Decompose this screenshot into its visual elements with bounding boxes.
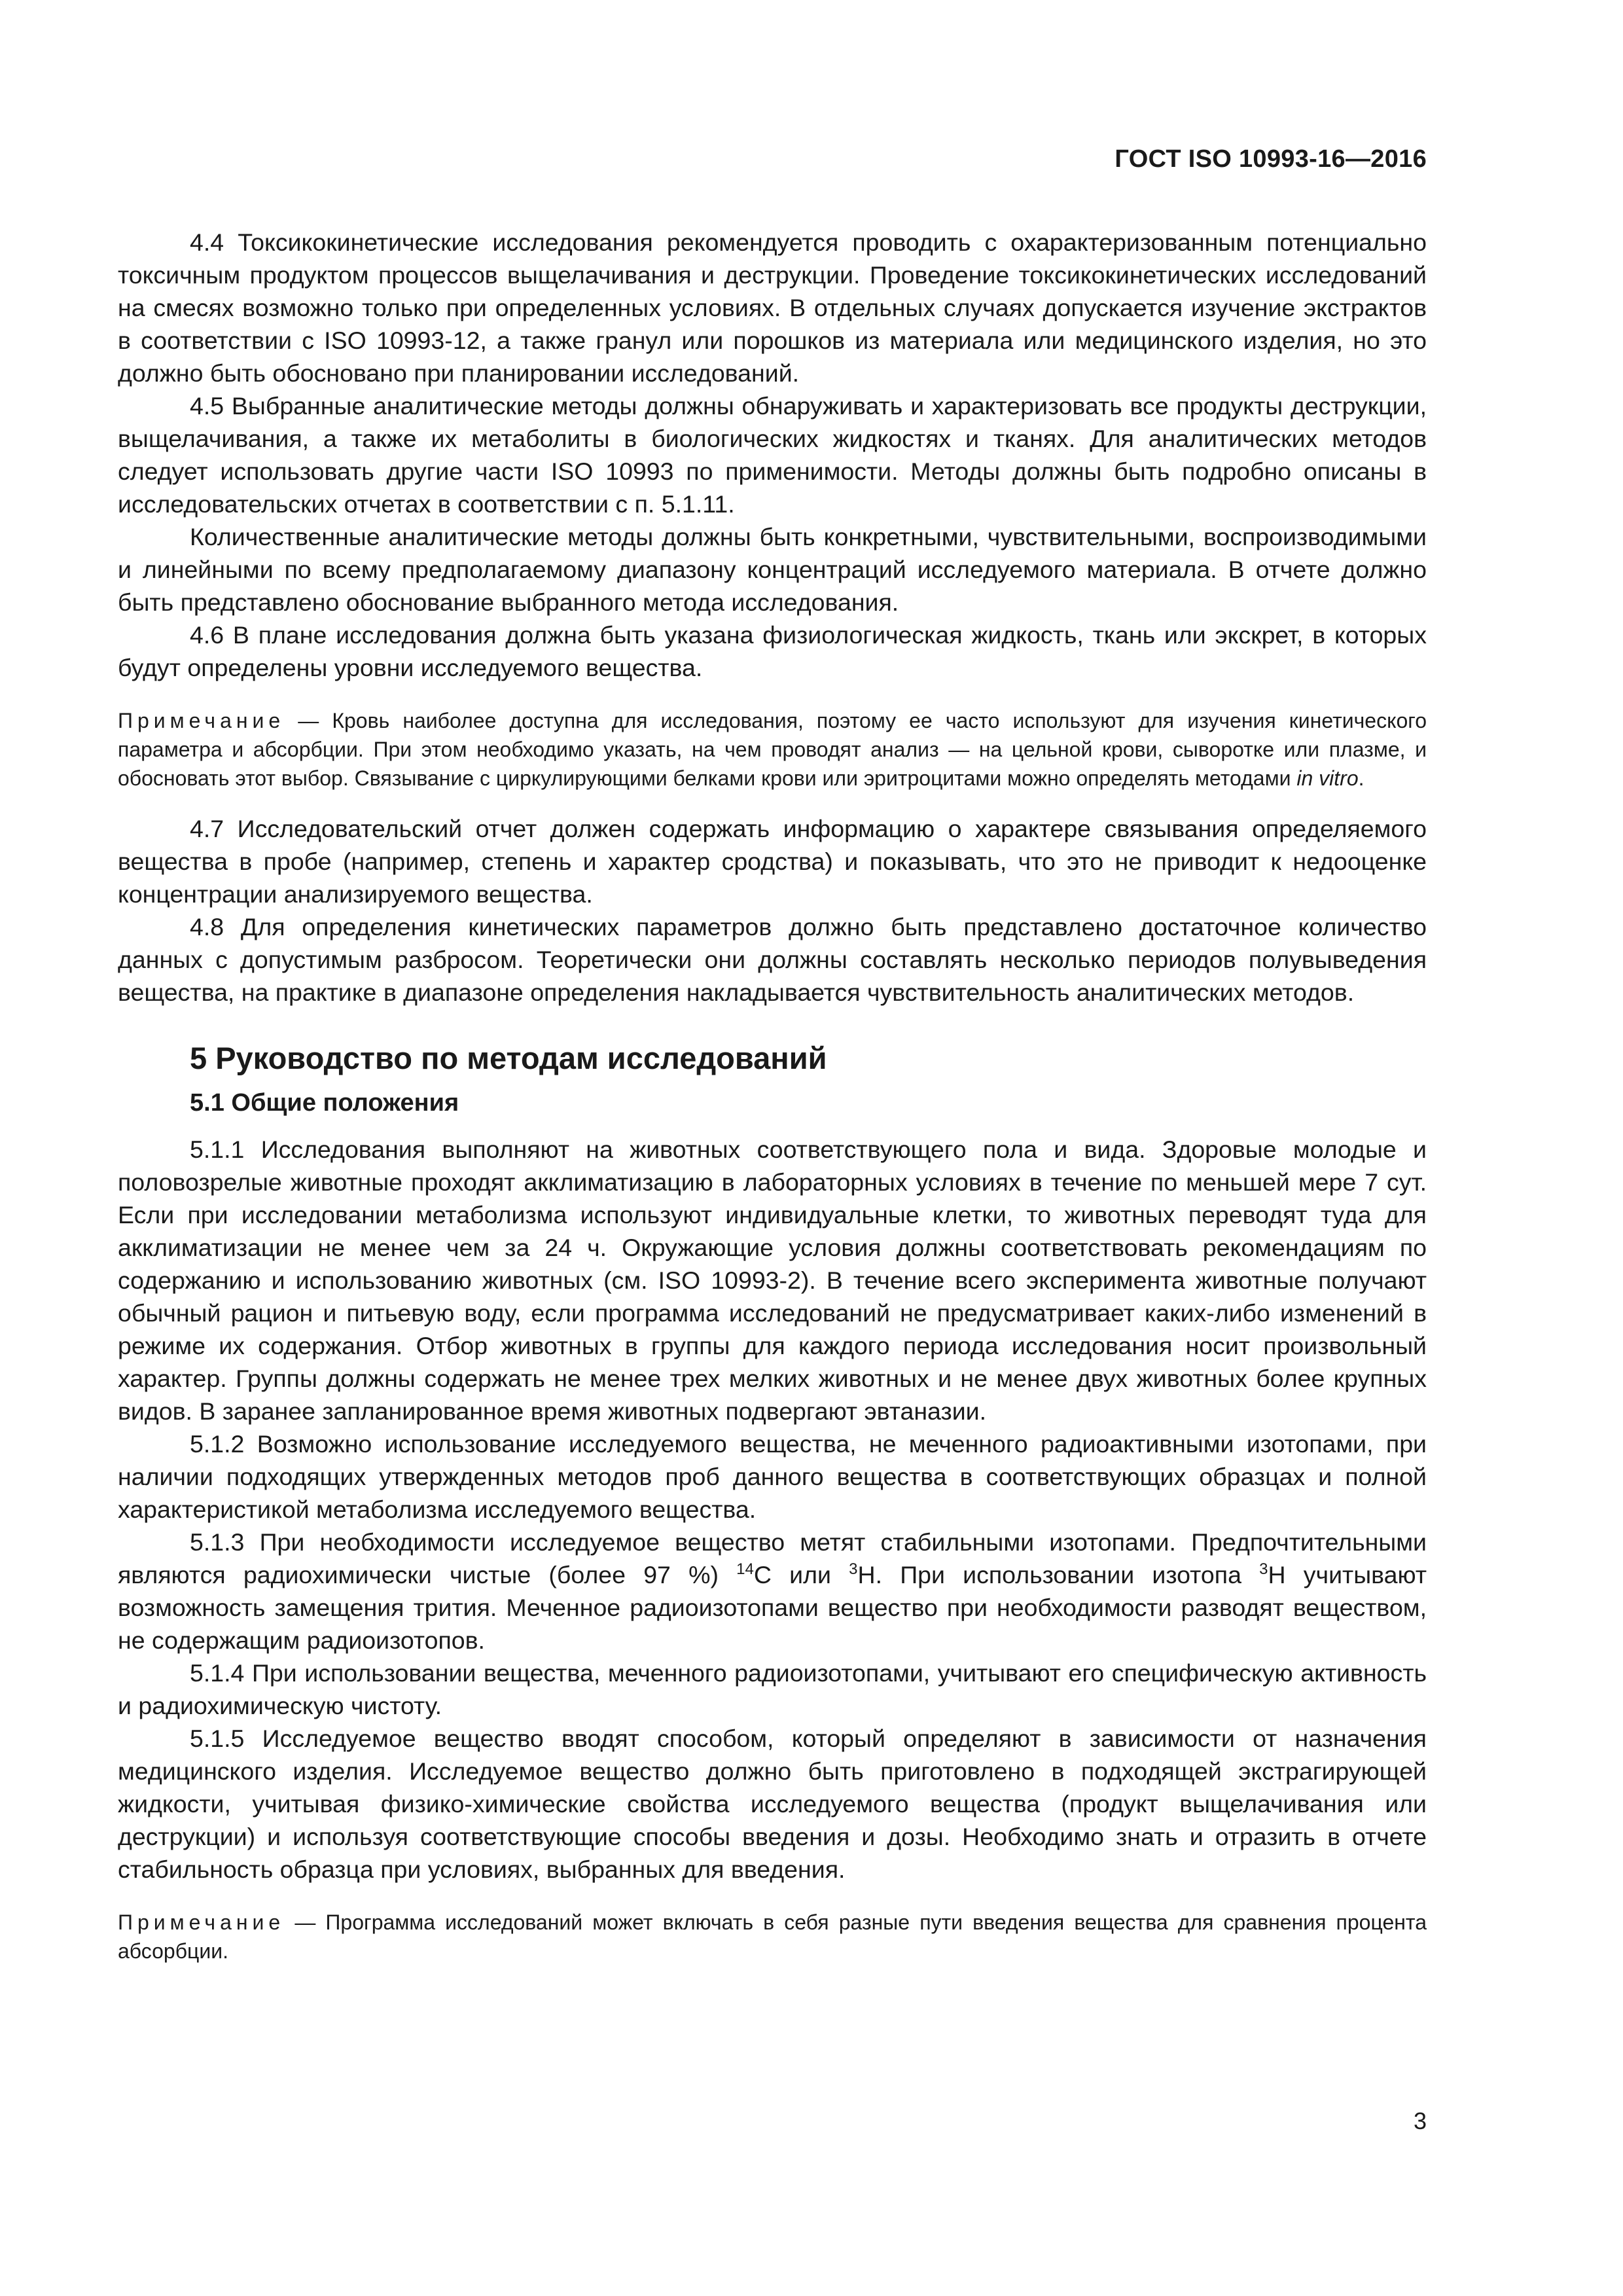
paragraph-5-1-2: 5.1.2 Возможно использование исследуемого вещества, не меченного радиоактивными изотопами, при наличии подходящих утвержденных методов проб данного вещества в соответствующих образцах и полной характеристикой метаболизма исследуемого вещества. [118,1430,1427,1523]
page-content [118,226,1427,1985]
paragraph-5-1-4: 5.1.4 При использовании вещества, меченного радиоизотопами, учитывают его специфическую активность и радиохимическую чистоту. [118,1659,1427,1719]
p513-sup-3a: 3 [849,1560,858,1578]
paragraph-5-1-1: 5.1.1 Исследования выполняют на животных соответствующего пола и вида. Здоровые молодые и половозрелые животные проходят акклиматизацию в лабораторных условиях в течение по меньшей мере 7 сут. Если при исследовании метаболизма используют индивидуальные клетки, то животных переводят туда для акклиматизации не менее чем за 24 ч. Окружающие условия должны соответствовать рекомендациям по содержанию и использованию животных (см. ISO 10993-2). В течение всего эксперимента животные получают обычный рацион и питьевую воду, если программа исследований не предусматривает каких-либо изменений в режиме их содержания. Отбор животных в группы для каждого периода исследования носит произвольный характер. Группы должны содержать не менее трех мелких животных и не менее двух животных более крупных видов. В заранее запланированное время животных подвергают эвтаназии. [118,1136,1427,1425]
paragraph-quantitative-methods: Количественные аналитические методы должны быть конкретными, чувствительными, воспроизводимыми и линейными по всему предполагаемому диапазону концентраций исследуемого материала. В отчете должно быть представлено обоснование выбранного метода исследования. [118,523,1427,616]
note-text-end: . [1358,766,1364,790]
paragraph-4-4: 4.4 Токсикокинетические исследования рекомендуется проводить с охарактеризованным потенциально токсичным продуктом процессов выщелачивания и деструкции. Проведение токсикокинетических исследований на смесях возможно только при определенных условиях. В отдельных случаях допускается изучение экстрактов в соответствии с ISO 10993-12, а также гранул или порошков из материала или медицинского изделия, но это должно быть обосновано при планировании исследований. [118,228,1427,387]
section-5-heading: 5 Руководство по методам исследований [190,1041,827,1075]
note-italic-term: in vitro [1296,766,1359,790]
paragraph-4-6: 4.6 В плане исследования должна быть указана физиологическая жидкость, ткань или экскрет, в которых будут определены уровни исследуемого вещества. [118,621,1427,681]
paragraph-4-7: 4.7 Исследовательский отчет должен содержать информацию о характере связывания определяемого вещества в пробе (например, степень и характер сродства) и показывать, что это не приводит к недооценке концентрации анализируемого вещества. [118,815,1427,908]
note-label: Примечание [118,1910,285,1934]
note-text: — Программа исследований может включать в себя разные пути введения вещества для сравнения процента абсорбции. [118,1910,1427,1963]
p513-text-3: Н. При использовании изотопа [857,1561,1260,1588]
subsection-5-1-heading: 5.1 Общие положения [190,1089,459,1117]
p513-sup-3b: 3 [1259,1560,1268,1578]
page-number: 3 [1413,2108,1427,2134]
note-label: Примечание [118,709,285,732]
note-routes [118,1908,1427,1965]
paragraph-5-1-3 [118,1526,1427,1657]
p513-text-1: 5.1.3 При необходимости исследуемое вещество метят стабильными изотопами. Предпочтительными являются радиохимически чистые (более 97 %) [118,1528,1427,1588]
document-id-header: ГОСТ ISO 10993-16—2016 [1115,145,1427,173]
p513-text-2: С или [753,1561,849,1588]
note-blood [118,706,1427,793]
paragraph-5-1-5: 5.1.5 Исследуемое вещество вводят способом, который определяют в зависимости от назначения медицинского изделия. Исследуемое вещество должно быть приготовлено в подходящей экстрагирующей жидкости, учитывая физико-химические свойства исследуемого вещества (продукт выщелачивания или деструкции) и используя соответствующие способы введения и дозы. Необходимо знать и отразить в отчете стабильность образца при условиях, выбранных для введения. [118,1725,1427,1883]
note-text: — Кровь наиболее доступна для исследования, поэтому ее часто используют для изучения кинетического параметра и абсорбции. При этом необходимо указать, на чем проводят анализ — на цельной крови, сыворотке или плазме, и обосновать этот выбор. Связывание с циркулирующими белками крови или эритроцитами можно определять методами [118,709,1427,790]
p513-sup-14: 14 [736,1560,754,1578]
paragraph-4-8: 4.8 Для определения кинетических параметров должно быть представлено достаточное количество данных с допустимым разбросом. Теоретически они должны составлять несколько периодов полувыведения вещества, на практике в диапазоне определения накладывается чувствительность аналитических методов. [118,913,1427,1006]
p513-text-4: Н учитывают возможность замещения трития. Меченное радиоизотопами вещество при необходимости разводят веществом, не содержащим радиоизотопов. [118,1561,1427,1654]
paragraph-4-5: 4.5 Выбранные аналитические методы должны обнаруживать и характеризовать все продукты деструкции, выщелачивания, а также их метаболиты в биологических жидкостях и тканях. Для аналитических методов следует использовать другие части ISO 10993 по применимости. Методы должны быть подробно описаны в исследовательских отчетах в соответствии с п. 5.1.11. [118,392,1427,518]
